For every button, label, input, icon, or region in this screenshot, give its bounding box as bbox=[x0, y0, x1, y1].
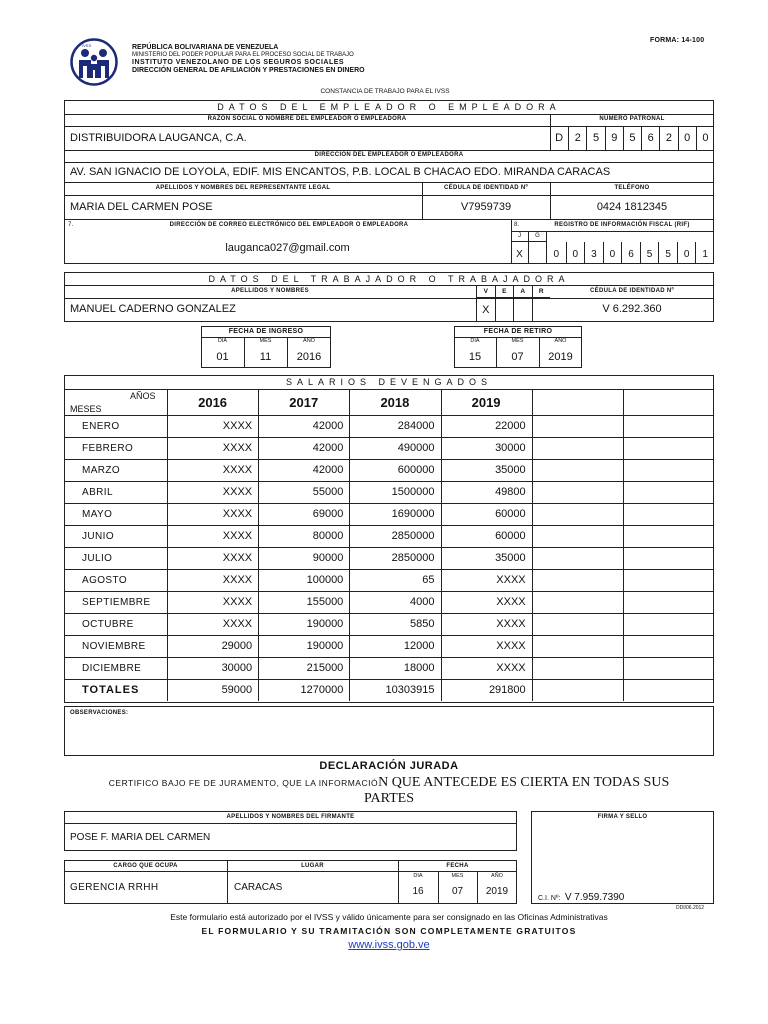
month-label: NOVIEMBRE bbox=[82, 641, 146, 652]
month-label: SEPTIEMBRE bbox=[82, 597, 151, 608]
nationality-label: R bbox=[532, 285, 551, 298]
salary-cell: XXXX bbox=[496, 574, 526, 586]
rif-grid bbox=[511, 231, 714, 264]
salary-cell: 35000 bbox=[495, 464, 526, 476]
salary-cell: XXXX bbox=[222, 420, 253, 432]
signer-ci-value: V 7.959.7390 bbox=[564, 892, 625, 903]
rif-j-mark: X bbox=[511, 242, 529, 264]
ingreso-mes: 11 bbox=[259, 351, 272, 363]
employer-ci-label: CÉDULA DE IDENTIDAD Nº bbox=[444, 185, 528, 191]
rif-digit: 1 bbox=[695, 242, 714, 264]
salary-cell: 155000 bbox=[306, 596, 344, 608]
salary-cell: 49800 bbox=[495, 486, 526, 498]
ivss-website-link[interactable]: www.ivss.gob.ve bbox=[348, 939, 430, 951]
signer-dia: 16 bbox=[412, 886, 424, 897]
patronal-digit: 9 bbox=[605, 126, 623, 150]
salary-cell: 42000 bbox=[312, 442, 344, 454]
signer-lugar: CARACAS bbox=[234, 882, 283, 893]
footer-line1: Este formulario está autorizado por el IVSS y válido únicamente para ser consignado en las Oficinas Administrativas bbox=[170, 912, 608, 922]
month-label: JUNIO bbox=[82, 531, 114, 542]
rif-digit: 3 bbox=[584, 242, 603, 264]
salary-cell: 30000 bbox=[495, 442, 526, 454]
totals-label: TOTALES bbox=[82, 684, 140, 696]
retiro-ano: 2019 bbox=[548, 351, 573, 363]
salary-cell: 42000 bbox=[312, 464, 344, 476]
salary-cell: 284000 bbox=[397, 420, 435, 432]
logo-label: IVSS bbox=[82, 43, 92, 48]
rif-digit: 5 bbox=[658, 242, 677, 264]
salary-cell: 190000 bbox=[306, 618, 344, 630]
month-label: MARZO bbox=[82, 465, 121, 476]
rif-digit: 0 bbox=[566, 242, 585, 264]
total-cell: 59000 bbox=[221, 684, 253, 696]
patronal-digit: 2 bbox=[568, 126, 586, 150]
header-block bbox=[132, 44, 365, 76]
patronal-digit: 5 bbox=[623, 126, 641, 150]
rep-label: APELLIDOS Y NOMBRES DEL REPRESENTANTE LEGAL bbox=[155, 185, 331, 191]
worker-name: MANUEL CADERNO GONZALEZ bbox=[70, 303, 236, 315]
month-label: FEBRERO bbox=[82, 443, 134, 454]
ingreso-mes-label: MES bbox=[259, 338, 272, 344]
employer-email: lauganca027@gmail.com bbox=[225, 242, 350, 254]
employer-ci: V7959739 bbox=[460, 201, 512, 213]
firma-label: FIRMA Y SELLO bbox=[597, 814, 648, 820]
month-label: JULIO bbox=[82, 553, 113, 564]
form-subtitle: CONSTANCIA DE TRABAJO PARA EL IVSS bbox=[320, 88, 450, 95]
observations-box bbox=[64, 706, 714, 756]
rif-digit: 6 bbox=[621, 242, 640, 264]
salary-cell: XXXX bbox=[222, 552, 253, 564]
salary-cell: 22000 bbox=[495, 420, 526, 432]
salary-cell: 60000 bbox=[495, 530, 526, 542]
nationality-label: V bbox=[476, 285, 495, 298]
month-label: AGOSTO bbox=[82, 575, 128, 586]
declaration-text-end: PARTES bbox=[364, 791, 414, 806]
sign-dia-label: DIA bbox=[413, 873, 423, 879]
retiro-mes: 07 bbox=[511, 351, 524, 363]
total-cell: 10303915 bbox=[385, 684, 435, 696]
employer-section-title: DATOS DEL EMPLEADOR O EMPLEADORA bbox=[217, 102, 561, 112]
sign-ano-label: AÑO bbox=[491, 873, 503, 879]
salary-cell: XXXX bbox=[222, 596, 253, 608]
salary-cell: 1690000 bbox=[391, 508, 435, 520]
sign-mes-label: MES bbox=[451, 873, 464, 879]
year-header: 2017 bbox=[289, 395, 319, 410]
salary-cell: 2850000 bbox=[391, 552, 435, 564]
salary-cell: 60000 bbox=[495, 508, 526, 520]
salary-cell: XXXX bbox=[496, 662, 526, 674]
header-line2: MINISTERIO DEL PODER POPULAR PARA EL PROCESO SOCIAL DE TRABAJO bbox=[132, 52, 354, 59]
nationality-grid bbox=[476, 285, 550, 322]
salary-cell: XXXX bbox=[222, 486, 253, 498]
patronal-digit: 0 bbox=[678, 126, 696, 150]
declaration-text-large: N QUE ANTECEDE ES CIERTA EN TODAS SUS bbox=[378, 775, 670, 790]
retiro-ano-label: AÑO bbox=[554, 338, 567, 344]
salary-cell: XXXX bbox=[496, 640, 526, 652]
ingreso-ano: 2016 bbox=[296, 351, 322, 363]
declaration-title: DECLARACIÓN JURADA bbox=[319, 760, 459, 772]
signer-mes: 07 bbox=[451, 886, 464, 897]
salary-cell: 190000 bbox=[306, 640, 344, 652]
anos-label: AÑOS bbox=[130, 391, 156, 401]
retiro-dia-label: DIA bbox=[470, 338, 480, 344]
nationality-label: A bbox=[513, 285, 532, 298]
fecha-label: FECHA bbox=[446, 863, 469, 869]
worker-ci-label: CÉDULA DE IDENTIDAD Nº bbox=[590, 288, 674, 294]
salary-cell: 18000 bbox=[403, 662, 435, 674]
patronal-digit: D bbox=[555, 132, 564, 144]
month-label: DICIEMBRE bbox=[82, 663, 142, 674]
ivss-logo bbox=[70, 38, 118, 86]
salary-cell: 4000 bbox=[410, 596, 435, 608]
nationality-label: E bbox=[495, 285, 514, 298]
form-number: FORMA: 14-100 bbox=[650, 37, 705, 44]
patronal-label: NÚMERO PATRONAL bbox=[599, 116, 665, 122]
salary-cell: 490000 bbox=[397, 442, 435, 454]
salary-cell: 80000 bbox=[312, 530, 344, 542]
salary-cell: 100000 bbox=[306, 574, 344, 586]
salary-cell: XXXX bbox=[222, 618, 253, 630]
declaration-text bbox=[64, 773, 714, 791]
retiro-dia: 15 bbox=[468, 351, 482, 363]
salary-cell: XXXX bbox=[222, 442, 253, 454]
rif-digit: 0 bbox=[677, 242, 696, 264]
ingreso-dia-label: DIA bbox=[217, 338, 228, 344]
salary-cell: 30000 bbox=[221, 662, 253, 674]
month-label: ABRIL bbox=[82, 487, 113, 498]
email-num: 7. bbox=[68, 222, 74, 228]
salary-cell: 215000 bbox=[306, 662, 344, 674]
employer-address: AV. SAN IGNACIO DE LOYOLA, EDIF. MIS ENCANTOS, P.B. LOCAL B CHACAO EDO. MIRANDA CARACAS bbox=[70, 166, 611, 178]
signer-cargo: GERENCIA RRHH bbox=[70, 882, 159, 893]
ingreso-ano-label: AÑO bbox=[303, 338, 315, 344]
salary-cell: 600000 bbox=[397, 464, 435, 476]
salary-cell: 5850 bbox=[410, 618, 435, 630]
header-line1: REPÚBLICA BOLIVARIANA DE VENEZUELA bbox=[132, 44, 279, 51]
nationality-mark bbox=[513, 298, 532, 322]
salary-cell: 35000 bbox=[495, 552, 526, 564]
salaries-section-title: SALARIOS DEVENGADOS bbox=[285, 377, 493, 387]
ivss-logo-icon bbox=[70, 38, 118, 86]
email-label: DIRECCIÓN DE CORREO ELECTRÓNICO DEL EMPLEADOR O EMPLEADORA bbox=[169, 222, 409, 228]
form-code: DDI/06.2012 bbox=[676, 905, 705, 911]
footer-link-wrap bbox=[64, 939, 714, 951]
retiro-mes-label: MES bbox=[511, 338, 524, 344]
salary-cell: 55000 bbox=[312, 486, 344, 498]
observations-label: OBSERVACIONES: bbox=[70, 710, 129, 716]
header-line4: DIRECCIÓN GENERAL DE AFILIACIÓN Y PRESTACIONES EN DINERO bbox=[132, 67, 365, 75]
nationality-mark bbox=[532, 298, 551, 322]
rep-name: MARIA DEL CARMEN POSE bbox=[70, 201, 213, 213]
salary-cell: 12000 bbox=[403, 640, 435, 652]
month-label: MAYO bbox=[82, 509, 113, 520]
footer-line2: EL FORMULARIO Y SU TRAMITACIÓN SON COMPLETAMENTE GRATUITOS bbox=[201, 926, 577, 936]
employer-name: DISTRIBUIDORA LAUGANCA, C.A. bbox=[70, 132, 247, 144]
month-label: OCTUBRE bbox=[82, 619, 134, 630]
year-header: 2016 bbox=[198, 395, 228, 410]
rif-label: REGISTRO DE INFORMACIÓN FISCAL (RIF) bbox=[554, 222, 690, 228]
rif-g-label: G bbox=[529, 231, 547, 242]
salary-cell: 2850000 bbox=[391, 530, 435, 542]
header-line3: INSTITUTO VENEZOLANO DE LOS SEGUROS SOCIALES bbox=[132, 59, 345, 67]
signer-ano: 2019 bbox=[485, 886, 509, 897]
patronal-number bbox=[550, 126, 714, 150]
year-header: 2018 bbox=[380, 395, 410, 410]
salary-cell: 90000 bbox=[312, 552, 344, 564]
phone-label: TELÉFONO bbox=[614, 185, 650, 191]
worker-ci: V 6.292.360 bbox=[602, 303, 662, 315]
lugar-label: LUGAR bbox=[301, 863, 324, 869]
ingreso-label: FECHA DE INGRESO bbox=[228, 328, 304, 335]
salary-cell: 65 bbox=[422, 574, 435, 586]
retiro-label: FECHA DE RETIRO bbox=[483, 328, 553, 335]
ingreso-dia: 01 bbox=[216, 351, 229, 363]
salary-cell: 1500000 bbox=[391, 486, 435, 498]
year-header: 2019 bbox=[471, 395, 501, 410]
patronal-digit: 0 bbox=[696, 126, 714, 150]
salary-cell: 69000 bbox=[312, 508, 344, 520]
declaration-text-small: CERTIFICO BAJO FE DE JURAMENTO, QUE LA INFORMACIÓ bbox=[108, 778, 379, 788]
worker-section-title: DATOS DEL TRABAJADOR O TRABAJADORA bbox=[208, 274, 570, 284]
cargo-label: CARGO QUE OCUPA bbox=[113, 863, 178, 869]
salary-cell: XXXX bbox=[222, 464, 253, 476]
rif-digit: 0 bbox=[553, 249, 560, 260]
signer-name: POSE F. MARIA DEL CARMEN bbox=[70, 832, 211, 843]
worker-name-label: APELLIDOS Y NOMBRES bbox=[231, 288, 309, 294]
patronal-digit: 5 bbox=[586, 126, 604, 150]
address-label: DIRECCIÓN DEL EMPLEADOR O EMPLEADORA bbox=[314, 152, 464, 158]
signer-ci bbox=[538, 887, 624, 905]
salary-cell: XXXX bbox=[496, 596, 526, 608]
total-cell: 1270000 bbox=[300, 684, 344, 696]
patronal-digit: 2 bbox=[659, 126, 677, 150]
employer-phone: 0424 1812345 bbox=[596, 201, 668, 213]
rif-digit: 5 bbox=[640, 242, 659, 264]
employer-name-label: RAZÓN SOCIAL O NOMBRE DEL EMPLEADOR O EMPLEADORA bbox=[207, 116, 407, 122]
rif-g-mark bbox=[529, 242, 547, 264]
meses-label: MESES bbox=[70, 404, 102, 414]
rif-num: 8. bbox=[514, 222, 520, 228]
nationality-mark bbox=[495, 298, 514, 322]
signer-name-label: APELLIDOS Y NOMBRES DEL FIRMANTE bbox=[226, 814, 355, 820]
salary-cell: 42000 bbox=[312, 420, 344, 432]
salary-cell: XXXX bbox=[222, 508, 253, 520]
salary-cell: 29000 bbox=[221, 640, 253, 652]
rif-digit: 0 bbox=[603, 242, 622, 264]
salary-cell: XXXX bbox=[222, 530, 253, 542]
salary-cell: XXXX bbox=[496, 618, 526, 630]
patronal-digit: 6 bbox=[641, 126, 659, 150]
total-cell: 291800 bbox=[488, 684, 526, 696]
salary-cell: XXXX bbox=[222, 574, 253, 586]
signer-ci-label: C.I. Nº: bbox=[538, 895, 561, 902]
rif-j-label: J bbox=[511, 231, 529, 242]
month-label: ENERO bbox=[82, 421, 120, 432]
nationality-mark: X bbox=[476, 298, 495, 322]
